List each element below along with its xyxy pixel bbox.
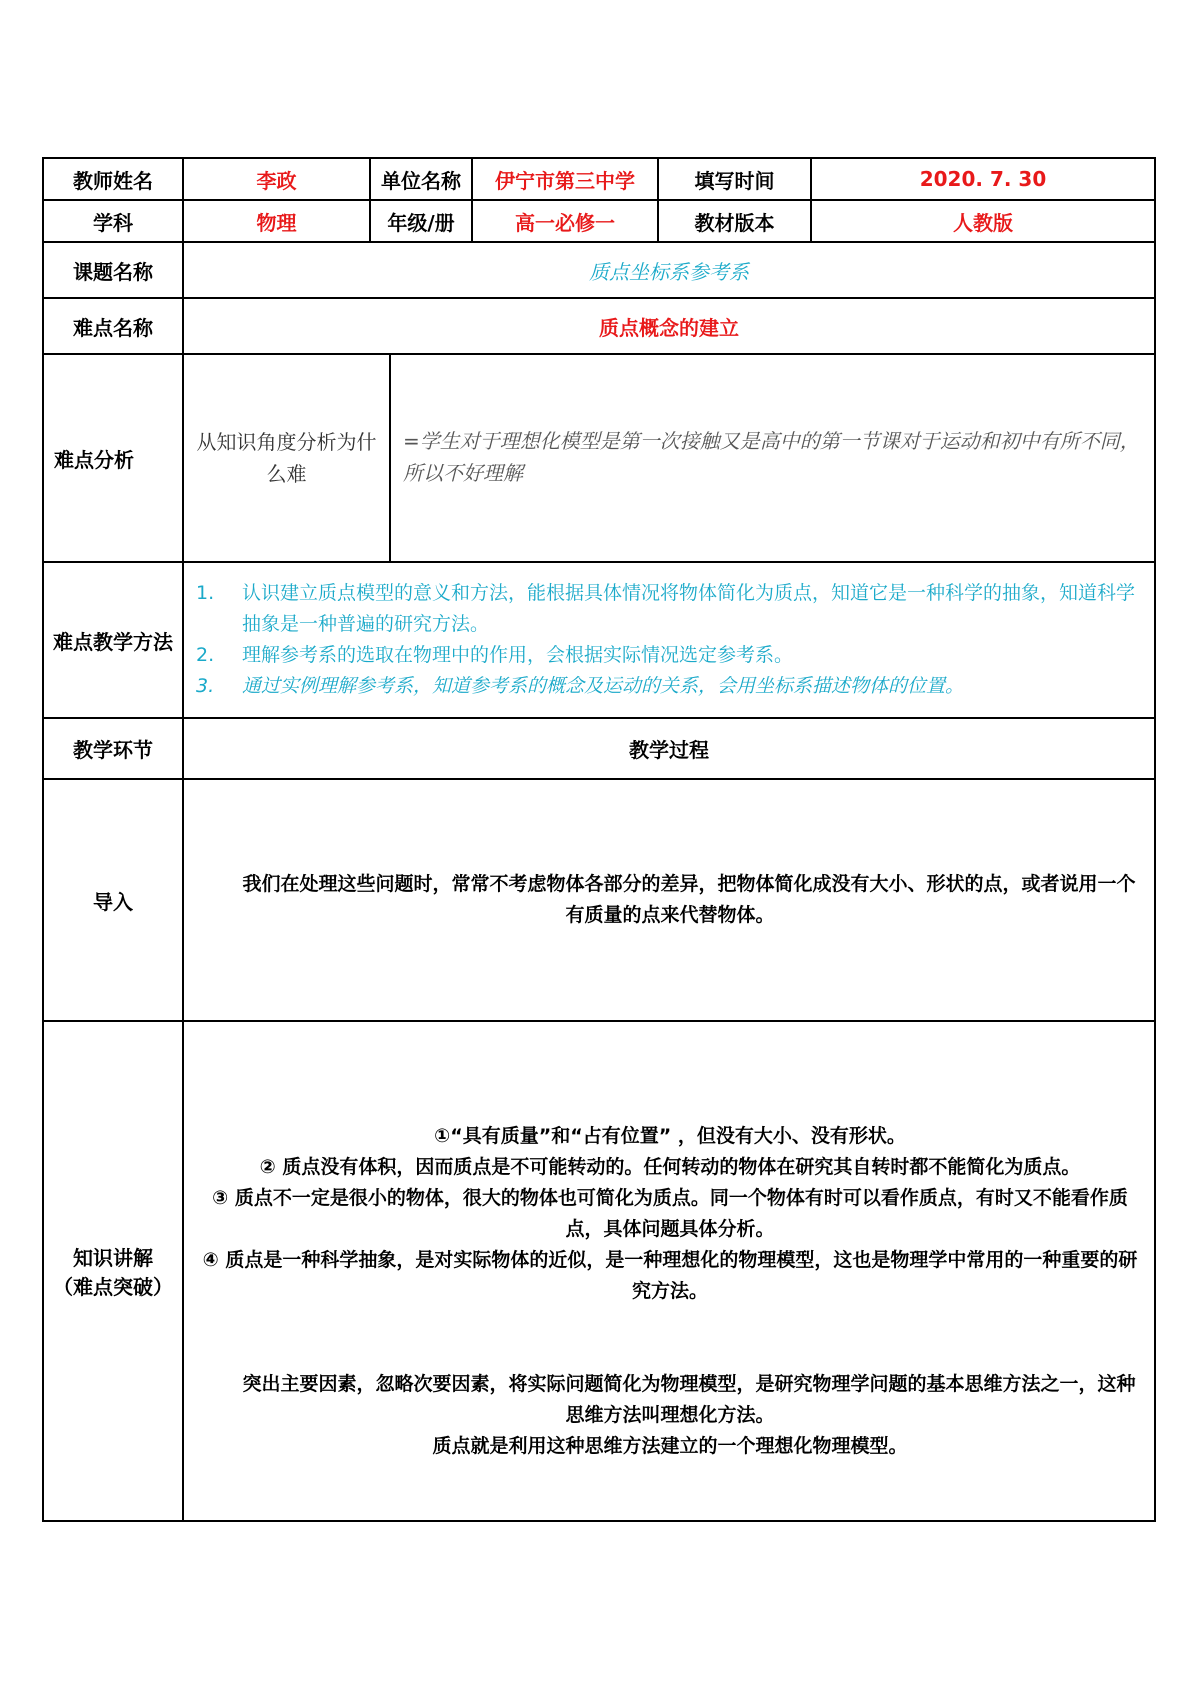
subject-value: 物理 <box>183 200 370 242</box>
knowledge-label-line2: （难点突破） <box>53 1275 173 1299</box>
unit-name-value: 伊宁市第三中学 <box>472 158 658 200</box>
difficulty-label: 难点名称 <box>43 298 183 354</box>
header-row-2 <box>43 200 1155 242</box>
knowledge-point-1: ①“具有质量”和“占有位置” ，但没有大小、没有形状。 <box>434 1124 906 1147</box>
method-text: 认识建立质点模型的意义和方法，能根据具体情况将物体简化为质点，知道它是一种科学的抽象，知道科学抽象是一种普遍的研究方法。 <box>242 582 1136 635</box>
lesson-plan-table <box>42 157 1156 1522</box>
method-text: 理解参考系的选取在物理中的作用，会根据实际情况选定参考系。 <box>242 644 794 666</box>
knowledge-summary-1: 突出主要因素，忽略次要因素，将实际问题简化为物理模型，是研究物理学问题的基本思维方法之一，这种思维方法叫理想化方法。 <box>242 1372 1136 1426</box>
edition-label: 教材版本 <box>658 200 811 242</box>
header-row-1 <box>43 158 1155 200</box>
difficulty-row <box>43 298 1155 354</box>
methods-label: 难点教学方法 <box>43 562 183 718</box>
method-number: 3. <box>196 675 215 697</box>
process-stage-label: 教学环节 <box>43 718 183 779</box>
unit-name-label: 单位名称 <box>370 158 472 200</box>
intro-row <box>43 779 1155 1021</box>
intro-text: 我们在处理这些问题时，常常不考虑物体各部分的差异，把物体简化成没有大小、形状的点，或者说用一个有质量的点来代替物体。 <box>242 873 1136 926</box>
knowledge-point-3: ③ 质点不一定是很小的物体，很大的物体也可简化为质点。同一个物体有时可以看作质点，有时又不能看作质点，具体问题具体分析。 <box>212 1186 1128 1240</box>
analysis-row <box>43 354 1155 562</box>
methods-row <box>43 562 1155 718</box>
methods-list <box>183 562 1155 718</box>
method-item-1 <box>196 578 1144 640</box>
topic-label: 课题名称 <box>43 242 183 298</box>
knowledge-label <box>43 1021 183 1521</box>
process-label: 教学过程 <box>183 718 1155 779</box>
fill-date-label: 填写时间 <box>658 158 811 200</box>
subject-label: 学科 <box>43 200 183 242</box>
knowledge-label-line1: 知识讲解 <box>73 1246 153 1270</box>
analysis-text: =学生对于理想化模型是第一次接触又是高中的第一节课对于运动和初中有所不同，所以不好理解 <box>403 429 1140 485</box>
intro-content <box>183 779 1155 1021</box>
analysis-sub-label: 从知识角度分析为什么难 <box>196 430 377 486</box>
intro-label: 导入 <box>43 779 183 1021</box>
method-number: 2. <box>196 644 215 666</box>
grade-label: 年级/册 <box>370 200 472 242</box>
process-header-row <box>43 718 1155 779</box>
grade-value: 高一必修一 <box>472 200 658 242</box>
teacher-name-label: 教师姓名 <box>43 158 183 200</box>
method-text: 通过实例理解参考系，知道参考系的概念及运动的关系，会用坐标系描述物体的位置。 <box>242 675 965 697</box>
edition-value: 人教版 <box>811 200 1155 242</box>
knowledge-summary-2: 质点就是利用这种思维方法建立的一个理想化物理模型。 <box>432 1434 908 1457</box>
topic-value: 质点坐标系参考系 <box>183 242 1155 298</box>
analysis-text-cell <box>391 355 1154 561</box>
analysis-label: 难点分析 <box>43 354 183 562</box>
knowledge-content <box>183 1021 1155 1521</box>
fill-date-value: 2020. 7. 30 <box>811 158 1155 200</box>
analysis-content <box>183 354 1155 562</box>
teacher-name-value: 李政 <box>183 158 370 200</box>
spacer <box>198 1307 1142 1369</box>
knowledge-row <box>43 1021 1155 1521</box>
method-number: 1. <box>196 582 215 604</box>
topic-row <box>43 242 1155 298</box>
method-item-3 <box>196 671 1144 702</box>
analysis-sub-cell <box>184 355 391 561</box>
knowledge-points <box>198 1081 1142 1462</box>
knowledge-point-2: ② 质点没有体积，因而质点是不可能转动的。任何转动的物体在研究其自转时都不能简化为质点。 <box>259 1155 1081 1178</box>
difficulty-value: 质点概念的建立 <box>183 298 1155 354</box>
knowledge-point-4: ④ 质点是一种科学抽象，是对实际物体的近似，是一种理想化的物理模型，这也是物理学中常用的一种重要的研究方法。 <box>202 1248 1138 1302</box>
method-item-2 <box>196 640 1144 671</box>
